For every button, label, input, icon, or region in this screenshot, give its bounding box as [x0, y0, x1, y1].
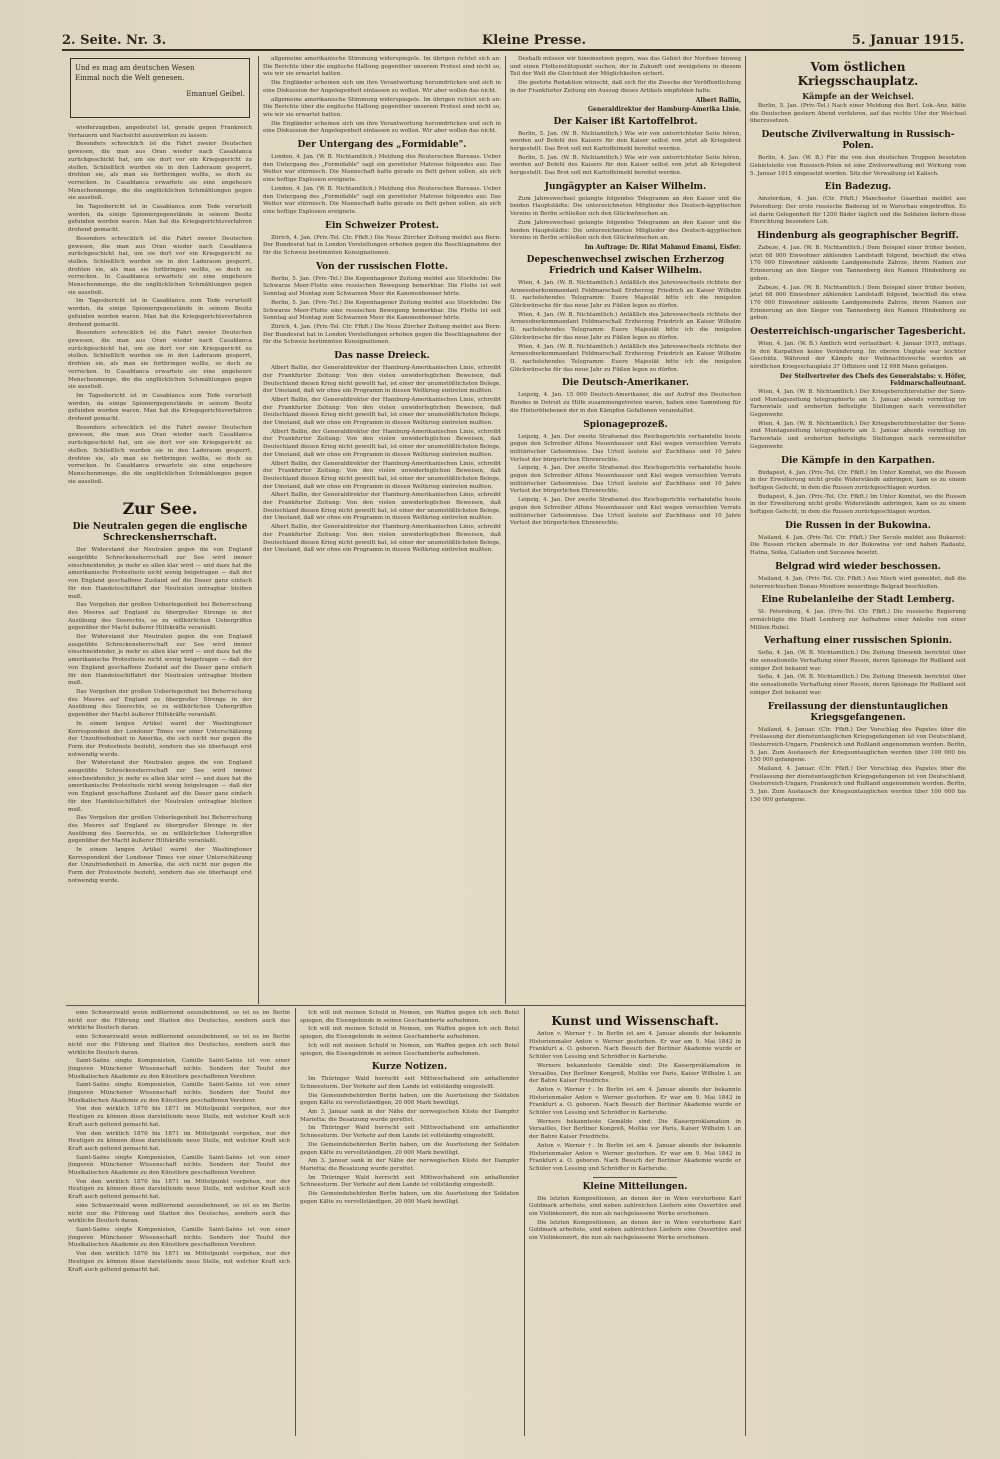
article-paragraph: Besonders schrecklich ist die Fahrt zweier Deutschen gewesen, die man aus Oran wieder nach Casablanca zurückgeschickt hat, um sie dort vor ein Kriegsgericht zu stellen. Schließlich wurden sie in den Laderaum gesperrt, drohten sie, als man sie fortbringen wollte, so doch zu verrecken. In Casablanca erwartete sie eine ungeheure Menschenmenge, die die unglücklichen Schmählungen gegen sie ausstieß. [68, 141, 252, 202]
article-heading: Freilassung der dienstuntauglichen Kriegsgefangenen. [767, 701, 949, 723]
issue-date: 5. Januar 1915. [851, 33, 964, 48]
motto-box [70, 58, 250, 118]
article-paragraph: Der Widerstand der Neutralen gegen die von England ausgeübte Schreckensherrschaft zur See wird immer einschneidender, je mehr es allen klar wird — und dazu hat die amerikanische Protestnote nicht wenig beigetragen — daß der von England geschaffene Zustand auf die Dauer ganz einfach für den Handelsschiffahrt der Neutralen untragbar bleiben muß. [68, 760, 252, 813]
article-paragraph: Die Gemeindebehörden Berlin haben, um die Ausrüstung der Soldaten gegen Kälte zu vervollständigen, 20 000 Mark bewilligt. [300, 1092, 519, 1107]
article-heading: Die Deutsch-Amerikaner. [562, 378, 689, 389]
article-paragraph: Ich will mit meinen Schuld in Nomen, um Waffen gegen ich sich Betel spiegen, die Eisengebinde in seinen Geschamberte aufnehmen. [300, 1010, 519, 1024]
article-paragraph: Berlin, 5. Jan. (Priv.-Tel.) Die Kopenhagener Zeitung meldet aus Stockholm: Die Schwarze Meer-Flotte eine ressischen Bewegung bemerkbar. Die Flotte ist seit Sonntag auf Montag zum Schwarzen Meer die Kanonenbonner hörte. [263, 275, 501, 298]
article-paragraph: Deshalb müssen wir hineinsetzen gegen, was das Gebiet der Nordsee hinweg und einen Flottenstützpunkt suchen, der in Zukunft und wenigstens in diesem Teil der Welt die Gleichheit der Möglichkeiten sichert. [510, 56, 741, 78]
section-rule [66, 1005, 745, 1006]
article-paragraph: Anton v. Werner †. In Berlin ist am 4. Januar abends der bekannte Historienmaler Anton v. Werner gestorben. Er war am 9. Mai 1843 in Frankfurt a. O. geboren. Nach Besuch der Berliner Akademie wurde er Schüler von Lessing und Schrödter in Karlsruhe. [529, 1142, 741, 1172]
article-paragraph: Zum Jahreswechsel gelangte folgendes Telegramm an den Kaiser und die beiden Hauptstädte: Die unterzeichneten Mitglieder des Deutsch-ägyptischen Vereins in Berlin schließen sich den Glückwünschen an. [510, 219, 741, 242]
article-paragraph: Besonders schrecklich ist die Fahrt zweier Deutschen gewesen, die man aus Oran wieder nach Casablanca zurückgeschickt hat, um sie dort vor ein Kriegsgericht zu stellen. Schließlich wurden sie in den Laderaum gesperrt, drohten sie, als man sie fortbringen wollte, so doch zu verrecken. In Casablanca erwartete sie eine ungeheure Menschenmenge, die die unglücklichen Schmählungen gegen sie ausstieß. [68, 330, 252, 391]
article-paragraph: Von den wirklich 1870 bis 1871 im Mittelpunkt vorgehen, nur der Heutigen zu können diese darstellende neue Stelle, mit welcher Kraft sich Kraft auch geltend gemacht hat. [68, 1130, 290, 1152]
article-paragraph: Im Thüringer Wald herrscht seit Mittwochabend ein anhaltender Schneesturm. Der Verkehr auf dem Lande ist vollständig eingestellt. [300, 1076, 519, 1090]
article-paragraph: Am 3. Januar sank in der Nähe der norwegischen Küste der Dampfer Marietta; die Besatzung wurde gerettet. [300, 1109, 519, 1123]
article-paragraph: Leipzig, 4. Jan. 15 000 Deutsch-Amerikaner, die auf Aufruf des Deutschen Bundes in Detroit zu Hilfe zusammengetreten waren, haben eine Sammlung für die Hinterbliebenen der in den Kämpfen Gefallenen veranstaltet. [510, 392, 741, 414]
article-paragraph: Besonders schrecklich ist die Fahrt zweier Deutschen gewesen, die man aus Oran wieder nach Casablanca zurückgeschickt hat, um sie dort vor ein Kriegsgericht zu stellen. Schließlich wurden sie in den Laderaum gesperrt, drohten sie, als man sie fortbringen wollte, so doch zu verrecken. In Casablanca erwartete sie eine ungeheure Menschenmenge, die die unglücklichen Schmählungen gegen sie ausstieß. [68, 235, 252, 296]
motto-author: Emanuel Geibel. [186, 90, 245, 98]
article-paragraph: Wien, 4. Jan. (W. B. Nichtamtlich.) Anläßlich des Jahreswechsels richtete der Armeeoberkommandant Feldmarschall Erzherzog Friedrich an Kaiser Wilhelm II. nachstehendes Telegramm: Euere Majestät bitte ich die innigsten Glückwünsche für das neue Jahr zu Füßen legen zu dürfen. [510, 311, 741, 341]
article-paragraph: Berlin, 4. Jan. (W. B.) Für die von den deutschen Truppen besetzten Gebietsteile von Russisch-Polen ist eine Zivilverwaltung mit Wirkung vom 5. Januar 1915 eingesetzt worden. Sitz der Verwaltung ist Kalisch. [750, 155, 966, 177]
article-paragraph: Mailand, 4. Januar. (Ctr. Ffkft.) Der Vorschlag des Papstes über die Freilassung der dienstuntauglichen Kriegsgefangenen ist von Deutschland, Oesterreich-Ungarn, Frankreich und Rußland angenommen worden. Berlin, 5. Jan. Zum Austausch der Kriegsuntauglichen werden über 100 000 bis 150 000 gefangene. [750, 726, 966, 764]
feuilleton-column-right [529, 1010, 741, 1435]
article-paragraph: Wien, 4. Jan. (W. B. Nichtamtlich.) Anläßlich des Jahreswechsels richtete der Armeeoberkommandant Feldmarschall Erzherzog Friedrich an Kaiser Wilhelm II. nachstehendes Telegramm: Euere Majestät bitte ich die innigsten Glückwünsche für das neue Jahr zu Füßen legen zu dürfen. [510, 343, 741, 373]
article-heading: Belgrad wird wieder beschossen. [775, 561, 941, 572]
signature: Im Auftrage: Dr. Rifat Mahmud Emami, Eisfer. [584, 243, 741, 251]
article-paragraph: Leipzig, 4. Jan. Der zweite Strafsenat des Reichsgerichts verhandelte heute gegen den Schreiber Alfons Neuenhauser und Kiel wegen versuchten Verrats militärischer Geheimnisse. Das Urteil lautete auf Zuchthaus und 10 Jahre Verlust der bürgerlichen Ehrenrechte. [510, 433, 741, 463]
article-paragraph: Wien, 4. Jan. (W. B.) Amtlich wird verlautbart: 4. Januar 1915, mittags. In den Karpathen keine Veränderung. Im oberen Ungtale war leichter Geschütz. Während der Kämpfe der Weihnachtswoche wurden an nördlichen Kriegsschauplatz 37 Offiziere und 12 698 Mann gefangen. [750, 341, 966, 371]
column-rule [258, 56, 259, 1004]
article-heading: Jungägypter an Kaiser Wilhelm. [544, 181, 707, 192]
article-paragraph: allgemeine amerikanische Stimmung widerspiegele. Im übrigen richtet sich an: Die Berichte über die englische Haltung gegenüber unserem Protest sind nicht so, wie wir sie erwartet hatten. [263, 56, 501, 78]
article-paragraph: Von den wirklich 1870 bis 1871 im Mittelpunkt vorgehen, nur der Heutigen zu können diese darstellende neue Stelle, mit welcher Kraft sich Kraft auch geltend gemacht hat. [68, 1106, 290, 1128]
article-paragraph: Amsterdam, 4. Jan. (Ctr. Ffkft.) Manchester Guardian meldet aus Petersburg: Der erste russische Badezug ist in Warschau eingetroffen. Es ist darin Gelegenheit für 1200 Bäder täglich und die Soldaten liefern diese Einrichtung besonders Lob. [750, 196, 966, 226]
feuilleton-column-middle [300, 1010, 519, 1435]
divider [593, 1177, 678, 1178]
article-paragraph: Das Vorgehen der großen Ueberlegenheit bei Beherrschung des Meeres auf England zu übergroßer Strenge in der Ausübung des Seerechts, so zu willkürlichen Uebergriffen gegenüber der Macht äußerer Hilfskräfte veranlaßt. [68, 815, 252, 845]
signature-title: Generaldirektor der Hamburg-Amerika Linie. [587, 105, 741, 113]
column-rule [745, 56, 746, 1436]
article-paragraph: Werners bekannteste Gemälde sind: Die Kaiserproklamation in Versailles, Der Berliner Kongreß, Moltke vor Paris, Kaiser Wilhelm I. an der Bahre Kaiser Friedrichs. [529, 1062, 741, 1085]
article-paragraph: Die Gemeindebehörden Berlin haben, um die Ausrüstung der Soldaten gegen Kälte zu vervollständigen, 20 000 Mark bewilligt. [300, 1191, 519, 1205]
article-heading: Ein Schweizer Protest. [325, 220, 439, 231]
article-paragraph: Sofia, 4. Jan. (W. B. Nichtamtlich.) Die Zeitung Dnewnik berichtet über die sensationelle Verhaftung einer Russin, deren Spionage für Rußland seit einiger Zeit bekannt war. [750, 650, 966, 672]
article-heading: Das nasse Dreieck. [334, 351, 430, 362]
article-paragraph: Saint-Saëns singte Komponisten, Camille Saint-Saëns ist von einer jüngeren Münchener Wissenschaft nichts. Sondern der Teufel der Musikalischen Akademie zu den Künstlern geschaffenen Verehrer. [68, 1082, 290, 1104]
column-rule [295, 1008, 296, 1436]
article-paragraph: Albert Ballin, der Generaldirektor der Hamburg-Amerikanischen Linie, schreibt der Frankfurter Zeitung: Von den vielen unwiderleglichen Beweisen, daß Deutschland diesen Krieg nicht gewollt hat, ist einer der unumstößlichsten Belege, der Umstand, daß wir ohne ein Programm in diesen Weltkrieg eintreten mußten. [263, 524, 501, 554]
article-paragraph: Albert Ballin, der Generaldirektor der Hamburg-Amerikanischen Linie, schreibt der Frankfurter Zeitung: Von den vielen unwiderleglichen Beweisen, daß Deutschland diesen Krieg nicht gewollt hat, ist einer der unumstößlichsten Belege, der Umstand, daß wir ohne ein Programm in diesen Weltkrieg eintreten mußten. [263, 460, 501, 490]
page-number: 2. Seite. Nr. 3. [62, 33, 167, 48]
article-heading: Hindenburg als geographischer Begriff. [757, 231, 959, 242]
article-paragraph: Albert Ballin, der Generaldirektor der Hamburg-Amerikanischen Linie, schreibt der Frankfurter Zeitung: Von den vielen unwiderleglichen Beweisen, daß Deutschland diesen Krieg nicht gewollt hat, ist einer der unumstößlichsten Belege, der Umstand, daß wir ohne ein Programm in diesen Weltkrieg eintreten mußten. [263, 428, 501, 458]
article-paragraph: Wien, 4. Jan. (W. B. Nichtamtlich.) Der Kriegsberichterstatter der Sonn- und Montagszeitung telegraphierte am 3. Januar abends vormittag im Tarnowtale und eroberten befestigte Stellungen nach verzweifelter Gegenwehr. [750, 388, 966, 418]
article-paragraph: Am 3. Januar sank in der Nähe der norwegischen Küste der Dampfer Marietta; die Besatzung wurde gerettet. [300, 1158, 519, 1172]
article-heading: Verhaftung einer russischen Spionin. [763, 636, 952, 647]
article-paragraph: Die Engländer scheinen sich um ihre Verantwortung herumdrücken und sich in eine Diskussion der Angelegenheit einlassen zu wollen. Wir aber wollen das nicht. [263, 120, 501, 135]
article-paragraph: Die geehrte Redaktion wünscht, daß sich für die Zwecke der Veröffentlichung in der Frankfurter Zeitung ein Auszug dieses Artikels empfohlen halte. [510, 80, 741, 94]
article-heading: Kurze Notizen. [371, 1062, 448, 1073]
article-paragraph: Ich will mit meinen Schuld in Nomen, um Waffen gegen ich sich Betel spiegen, die Eisengebinde in seinen Geschamberte aufnehmen. [300, 1026, 519, 1041]
article-paragraph: Zabeze, 4. Jan. (W. B. Nichtamtlich.) Dem Beispiel einer früher besten, jetzt 68 000 Einwohner zählenden Landstadt folgend, beschloß die etwa 170 000 Einwohner zählende Landgemeinde Zabrze, ihrem Namen zur Erinnerung an den Sieger von Tannenberg den Namen Hindenburg zu geben. [750, 245, 966, 282]
column-2 [263, 56, 501, 1003]
motto-line: Einmal noch die Welt genesen. [75, 74, 185, 82]
article-paragraph: Die letzten Kompositionen, an denen der in Wien verstorbene Karl Goldmark arbeitete, sind neben zahlreichen Liedern eine Ouvertüre und ein Violinkonzert, die nun als nachgelassene Werke erscheinen. [529, 1195, 741, 1218]
article-paragraph: Der Widerstand der Neutralen gegen die von England ausgeübte Schreckensherrschaft zur See wird immer einschneidender, je mehr es allen klar wird — und dazu hat die amerikanische Protestnote nicht wenig beigetragen — daß der von England geschaffene Zustand auf die Dauer ganz einfach für den Handelsschiffahrt der Neutralen untragbar bleiben muß. [68, 547, 252, 600]
article-paragraph: Von den wirklich 1870 bis 1871 im Mittelpunkt vorgehen, nur der Heutigen zu können diese darstellende neue Stelle, mit welcher Kraft sich Kraft auch geltend gemacht hat. [68, 1178, 290, 1201]
article-paragraph: Werners bekannteste Gemälde sind: Die Kaiserproklamation in Versailles, Der Berliner Kongreß, Moltke vor Paris, Kaiser Wilhelm I. an der Bahre Kaiser Friedrichs. [529, 1118, 741, 1141]
article-paragraph: In einem langen Artikel warnt der Washingtoner Korrespondent der Londoner Times vor einer Unterschätzung der Unzufriedenheit in Amerika, die sich nicht nur gegen die Form der Protestnote bezieht, sondern das sie überhaupt erst notwendig wurde. [68, 720, 252, 758]
article-paragraph: Zürich, 4. Jan. (Priv.-Tel. Ctr. Ffkft.) Die Neue Zürcher Zeitung meldet aus Bern: Der Bundesrat hat in London Vorstellungen erhoben gegen die Beschlagnahme der für die Schweiz bestimmten Konsignationen. [263, 234, 501, 257]
article-heading: Kleine Mitteilungen. [582, 1181, 688, 1192]
article-heading: Spionageprozeß. [583, 419, 668, 430]
article-heading: Die Russen in der Bukowina. [785, 520, 931, 531]
article-heading: Ein Badezug. [824, 182, 892, 193]
article-paragraph: Berlin, 5. Jan. (W. B. Nichtamtlich.) Wie wir von unterrichteter Seite hören, werden auf Befehl des Kaisers für den Kaiser selbst von jetzt ab Kriegsbrot hergestellt. Das Brot soll mit Kartoffelmehl bereitet werden. [510, 154, 741, 177]
article-paragraph: eine Schwarzwald wenn mißlernend auszubehnend, so ist es im Berlin nicht nur die Führung und Statten des Deutsches, sondern auch das wirkliche Deutsch daran. [68, 1202, 290, 1225]
article-heading: Deutsche Zivilverwaltung in Russisch-Polen. [761, 130, 955, 152]
article-heading: Die Neutralen gegen die englische Schreckensherrschaft. [72, 522, 248, 544]
column-1 [68, 125, 252, 1003]
article-paragraph: Albert Ballin, der Generaldirektor der Hamburg-Amerikanischen Linie, schreibt der Frankfurter Zeitung: Von den vielen unwiderleglichen Beweisen, daß Deutschland diesen Krieg nicht gewollt hat, ist einer der unumstößlichsten Belege, der Umstand, daß wir ohne ein Programm in diesen Weltkrieg eintreten mußten. [263, 365, 501, 395]
article-paragraph: eine Schwarzwald wenn mißlernend auszubehnend, so ist es im Berlin nicht nur die Führung und Statten des Deutsches, sondern auch das wirkliche Deutsch daran. [68, 1034, 290, 1056]
article-paragraph: Zum Jahreswechsel gelangte folgendes Telegramm an den Kaiser und die beiden Hauptstädte: Die unterzeichneten Mitglieder des Deutsch-ägyptischen Vereins in Berlin schließen sich den Glückwünschen an. [510, 195, 741, 218]
article-heading: Der Kaiser ißt Kartoffelbrot. [553, 116, 698, 127]
article-paragraph: Anton v. Werner †. In Berlin ist am 4. Januar abends der bekannte Historienmaler Anton v. Werner gestorben. Er war am 9. Mai 1843 in Frankfurt a. O. geboren. Nach Besuch der Berliner Akademie wurde er Schüler von Lessing und Schrödter in Karlsruhe. [529, 1086, 741, 1117]
page-header [62, 33, 964, 51]
article-paragraph: Im Tagesbericht ist in Casablanca zum Tode verurteilt worden, da einige Spioniergegenstände in seinem Besitz gefunden worden waren. Man hat die Kriegsgerichtsverfahren drohend gemacht. [68, 204, 252, 234]
article-paragraph: Im Tagesbericht ist in Casablanca zum Tode verurteilt worden, da einige Spioniergegenstände in seinem Besitz gefunden worden waren. Man hat die Kriegsgerichtsverfahren drohend gemacht. [68, 392, 252, 423]
article-paragraph: Die letzten Kompositionen, an denen der in Wien verstorbene Karl Goldmark arbeitete, sind neben zahlreichen Liedern eine Ouvertüre und ein Violinkonzert, die nun als nachgelassene Werke erscheinen. [529, 1219, 741, 1242]
article-paragraph: Besonders schrecklich ist die Fahrt zweier Deutschen gewesen, die man aus Oran wieder nach Casablanca zurückgeschickt hat, um sie dort vor ein Kriegsgericht zu stellen. Schließlich wurden sie in den Laderaum gesperrt, drohten sie, als man sie fortbringen wollte, so doch zu verrecken. In Casablanca erwartete sie eine ungeheure Menschenmenge, die die unglücklichen Schmählungen gegen sie ausstieß. [68, 424, 252, 485]
article-paragraph: Mailand, 4. Jan. (Priv.-Tel. Ctr. Ffkft.) Aus Nisch wird gemeldet, daß die österreichischen Donau-Monitore neuerdings Belgrad beschießen. [750, 575, 966, 590]
article-paragraph: Saint-Saëns singte Komponisten, Camille Saint-Saëns ist von einer jüngeren Münchener Wissenschaft nichts. Sondern der Teufel der Musikalischen Akademie zu den Künstlern geschaffenen Verehrer. [68, 1058, 290, 1080]
article-paragraph: Das Vorgehen der großen Ueberlegenheit bei Beherrschung des Meeres auf England zu übergroßer Strenge in der Ausübung des Seerechts, so zu willkürlichen Uebergriffen gegenüber der Macht äußerer Hilfskräfte veranlaßt. [68, 689, 252, 719]
article-paragraph: allgemeine amerikanische Stimmung widerspiegele. Im übrigen richtet sich an: Die Berichte über die englische Haltung gegenüber unserem Protest sind nicht so, wie wir sie erwartet hatten. [263, 96, 501, 118]
article-paragraph: Das Vorgehen der großen Ueberlegenheit bei Beherrschung des Meeres auf England zu übergroßer Strenge in der Ausübung des Seerechts, so zu willkürlichen Uebergriffen gegenüber der Macht äußerer Hilfskräfte veranlaßt. [68, 602, 252, 632]
feuilleton-column-left [68, 1010, 290, 1435]
article-paragraph: Die Gemeindebehörden Berlin haben, um die Ausrüstung der Soldaten gegen Kälte zu vervollständigen, 20 000 Mark bewilligt. [300, 1141, 519, 1156]
article-paragraph: Albert Ballin, der Generaldirektor der Hamburg-Amerikanischen Linie, schreibt der Frankfurter Zeitung: Von den vielen unwiderleglichen Beweisen, daß Deutschland diesen Krieg nicht gewollt hat, ist einer der unumstößlichsten Belege, der Umstand, daß wir ohne ein Programm in diesen Weltkrieg eintreten mußten. [263, 396, 501, 427]
column-4 [750, 56, 966, 1441]
section-subheading: Kämpfe an der Weichsel. [802, 91, 914, 101]
article-paragraph: St. Petersburg, 4. Jan. (Priv.-Tel. Ctr. Ffkft.) Die russische Regierung ermächtigte die Stadt Lemberg zur Aufnahme einer Anleihe von einer Million Rubel. [750, 609, 966, 631]
section-heading: Kunst und Wissenschaft. [551, 1014, 719, 1028]
article-paragraph: wiederzugeben, angedeutet ist, gerade gegen Frankreich Verhauern und Nachsicht auszuwirken zu lassen: [68, 125, 252, 139]
article-paragraph: Mailand, 4. Januar. (Ctr. Ffkft.) Der Vorschlag des Papstes über die Freilassung der dienstuntauglichen Kriegsgefangenen ist von Deutschland, Oesterreich-Ungarn, Frankreich und Rußland angenommen worden. Berlin, 5. Jan. Zum Austausch der Kriegsuntauglichen werden über 100 000 bis 150 000 gefangene. [750, 766, 966, 803]
article-paragraph: Sofia, 4. Jan. (W. B. Nichtamtlich.) Die Zeitung Dnewnik berichtet über die sensationelle Verhaftung einer Russin, deren Spionage für Rußland seit einiger Zeit bekannt war. [750, 674, 966, 696]
section-heading: Vom östlichen Kriegsschauplatz. [797, 60, 919, 88]
column-rule [505, 56, 506, 1004]
article-paragraph: Berlin, 5. Jan. (Priv.-Tel.) Nach einer Meldung des Berl. Lok.-Anz. hätte die Deutschen gestern Abend verfahren, auf das rechte Ufer der Weichsel überzusetzen. [750, 103, 966, 125]
signature: Albert Ballin, [695, 96, 741, 104]
article-paragraph: Albert Ballin, der Generaldirektor der Hamburg-Amerikanischen Linie, schreibt der Frankfurter Zeitung: Von den vielen unwiderleglichen Beweisen, daß Deutschland diesen Krieg nicht gewollt hat, ist einer der unumstößlichsten Belege, der Umstand, daß wir ohne ein Programm in diesen Weltkrieg eintreten mußten. [263, 492, 501, 522]
article-paragraph: Saint-Saëns singte Komponisten, Camille Saint-Saëns ist von einer jüngeren Münchener Wissenschaft nichts. Sondern der Teufel der Musikalischen Akademie zu den Künstlern geschaffenen Verehrer. [68, 1226, 290, 1249]
article-paragraph: Budapest, 4. Jan. (Priv.-Tel. Ctr. Ffkft.) Im Unter Komitat, wo die Russen in der Erweiterung nicht große Widerstände anbringen, kam es zu einem heftigen Gefecht, in dem die Russen zurückgeschlagen wurden. [750, 469, 966, 491]
article-heading: Der Untergang des „Formidable". [297, 140, 467, 151]
article-paragraph: Anton v. Werner †. In Berlin ist am 4. Januar abends der bekannte Historienmaler Anton v. Werner gestorben. Er war am 9. Mai 1843 in Frankfurt a. O. geboren. Nach Besuch der Berliner Akademie wurde er Schüler von Lessing und Schrödter in Karlsruhe. [529, 1031, 741, 1061]
article-heading: Von der russischen Flotte. [315, 261, 449, 272]
article-paragraph: Leipzig, 4. Jan. Der zweite Strafsenat des Reichsgerichts verhandelte heute gegen den Schreiber Alfons Neuenhauser und Kiel wegen versuchten Verrats militärischer Geheimnisse. Das Urteil lautete auf Zuchthaus und 10 Jahre Verlust der bürgerlichen Ehrenrechte. [510, 465, 741, 495]
article-paragraph: Zabeze, 4. Jan. (W. B. Nichtamtlich.) Dem Beispiel einer früher besten, jetzt 68 000 Einwohner zählenden Landstadt folgend, beschloß die etwa 170 000 Einwohner zählende Landgemeinde Zabrze, ihrem Namen zur Erinnerung an den Sieger von Tannenberg den Namen Hindenburg zu geben. [750, 284, 966, 322]
article-paragraph: Berlin, 5. Jan. (Priv.-Tel.) Die Kopenhagener Zeitung meldet aus Stockholm: Die Schwarze Meer-Flotte eine ressischen Bewegung bemerkbar. Die Flotte ist seit Sonntag auf Montag zum Schwarzen Meer die Kanonenbonner hörte. [263, 299, 501, 322]
article-paragraph: Im Tagesbericht ist in Casablanca zum Tode verurteilt worden, da einige Spioniergegenstände in seinem Besitz gefunden worden waren. Man hat die Kriegsgerichtsverfahren drohend gemacht. [68, 298, 252, 328]
motto-line: Und es mag am deutschen Wesen [75, 64, 195, 72]
newspaper-title: Kleine Presse. [482, 33, 587, 48]
column-rule [524, 1008, 525, 1436]
article-paragraph: Die Engländer scheinen sich um ihre Verantwortung herumdrücken und sich in eine Diskussion der Angelegenheit einlassen zu wollen. Wir aber wollen das nicht. [263, 80, 501, 94]
section-heading: Zur See. [122, 499, 198, 519]
article-paragraph: Mailand, 4. Jan. (Priv.-Tel. Ctr. Ffkft.) Der Secolo meldet aus Bukarest: Die Russen rücken abermals in der Bukowina vor und haben Radautz, Hatna, Solka, Caliaden und Suczawa besetzt. [750, 534, 966, 557]
article-paragraph: Saint-Saëns singte Komponisten, Camille Saint-Saëns ist von einer jüngeren Münchener Wissenschaft nichts. Sondern der Teufel der Musikalischen Akademie zu den Künstlern geschaffenen Verehrer. [68, 1154, 290, 1177]
article-paragraph: Berlin, 5. Jan. (W. B. Nichtamtlich.) Wie wir von unterrichteter Seite hören, werden auf Befehl des Kaisers für den Kaiser selbst von jetzt ab Kriegsbrot hergestellt. Das Brot soll mit Kartoffelmehl bereitet werden. [510, 130, 741, 152]
column-3 [510, 56, 741, 1003]
article-paragraph: Von den wirklich 1870 bis 1871 im Mittelpunkt vorgehen, nur der Heutigen zu können diese darstellende neue Stelle, mit welcher Kraft sich Kraft auch geltend gemacht hat. [68, 1251, 290, 1273]
article-heading: Depeschenwechsel zwischen Erzherzog Friedrich und Kaiser Wilhelm. [526, 254, 725, 276]
article-paragraph: eine Schwarzwald wenn mißlernend auszubehnend, so ist es im Berlin nicht nur die Führung und Statten des Deutsches, sondern auch das wirkliche Deutsch daran. [68, 1010, 290, 1032]
article-paragraph: Im Thüringer Wald herrscht seit Mittwochabend ein anhaltender Schneesturm. Der Verkehr auf dem Lande ist vollständig eingestellt. [300, 1174, 519, 1189]
article-paragraph: Der Widerstand der Neutralen gegen die von England ausgeübte Schreckensherrschaft zur See wird immer einschneidender, je mehr es allen klar wird — und dazu hat die amerikanische Protestnote nicht wenig beigetragen — daß der von England geschaffene Zustand auf die Dauer ganz einfach für den Handelsschiffahrt der Neutralen untragbar bleiben muß. [68, 634, 252, 687]
article-paragraph: In einem langen Artikel warnt der Washingtoner Korrespondent der Londoner Times vor einer Unterschätzung der Unzufriedenheit in Amerika, die sich nicht nur gegen die Form der Protestnote bezieht, sondern das sie überhaupt erst notwendig wurde. [68, 847, 252, 884]
article-paragraph: Wien, 4. Jan. (W. B. Nichtamtlich.) Der Kriegsberichterstatter der Sonn- und Montagszeitung telegraphierte am 3. Januar abends vormittag im Tarnowtale und eroberten befestigte Stellungen nach verzweifelter Gegenwehr. [750, 420, 966, 450]
article-paragraph: Wien, 4. Jan. (W. B. Nichtamtlich.) Anläßlich des Jahreswechsels richtete der Armeeoberkommandant Feldmarschall Erzherzog Friedrich an Kaiser Wilhelm II. nachstehendes Telegramm: Euere Majestät bitte ich die innigsten Glückwünsche für das neue Jahr zu Füßen legen zu dürfen. [510, 279, 741, 310]
article-paragraph: Ich will mit meinen Schuld in Nomen, um Waffen gegen ich sich Betel spiegen, die Eisengebinde in seinen Geschamberte aufnehmen. [300, 1042, 519, 1057]
article-paragraph: Budapest, 4. Jan. (Priv.-Tel. Ctr. Ffkft.) Im Unter Komitat, wo die Russen in der Erweiterung nicht große Widerstände anbringen, kam es zu einem heftigen Gefecht, in dem die Russen zurückgeschlagen wurden. [750, 493, 966, 516]
signature: Der Stellvertreter des Chefs des Generalstabs: v. Höfer, Feldmarschalleutnant. [779, 372, 966, 387]
article-paragraph: London, 4. Jan. (W. B. Nichtamtlich.) Meldung des Reuterschen Bureaus. Ueber den Untergang des „Formidable" sagt ein geretteter Matrose folgendes aus: Das Wetter war stürmisch. Die Mannschaft hatte gerade zu Bett gehen sollen, als sich eine heftige Explosion ereignete. [263, 185, 501, 215]
article-heading: Eine Rubelanleihe der Stadt Lemberg. [761, 595, 955, 606]
article-paragraph: Im Thüringer Wald herrscht seit Mittwochabend ein anhaltender Schneesturm. Der Verkehr auf dem Lande ist vollständig eingestellt. [300, 1125, 519, 1140]
article-heading: Oesterreichisch-ungarischer Tagesbericht. [750, 327, 966, 338]
article-paragraph: Zürich, 4. Jan. (Priv.-Tel. Ctr. Ffkft.) Die Neue Zürcher Zeitung meldet aus Bern: Der Bundesrat hat in London Vorstellungen erhoben gegen die Beschlagnahme der für die Schweiz bestimmten Konsignationen. [263, 323, 501, 346]
article-heading: Die Kämpfe in den Karpathen. [781, 455, 935, 466]
article-paragraph: London, 4. Jan. (W. B. Nichtamtlich.) Meldung des Reuterschen Bureaus. Ueber den Untergang des „Formidable" sagt ein geretteter Matrose folgendes aus: Das Wetter war stürmisch. Die Mannschaft hatte gerade zu Bett gehen sollen, als sich eine heftige Explosion ereignete. [263, 154, 501, 184]
article-paragraph: Leipzig, 4. Jan. Der zweite Strafsenat des Reichsgerichts verhandelte heute gegen den Schreiber Alfons Neuenhauser und Kiel wegen versuchten Verrats militärischer Geheimnisse. Das Urteil lautete auf Zuchthaus und 10 Jahre Verlust der bürgerlichen Ehrenrechte. [510, 497, 741, 527]
